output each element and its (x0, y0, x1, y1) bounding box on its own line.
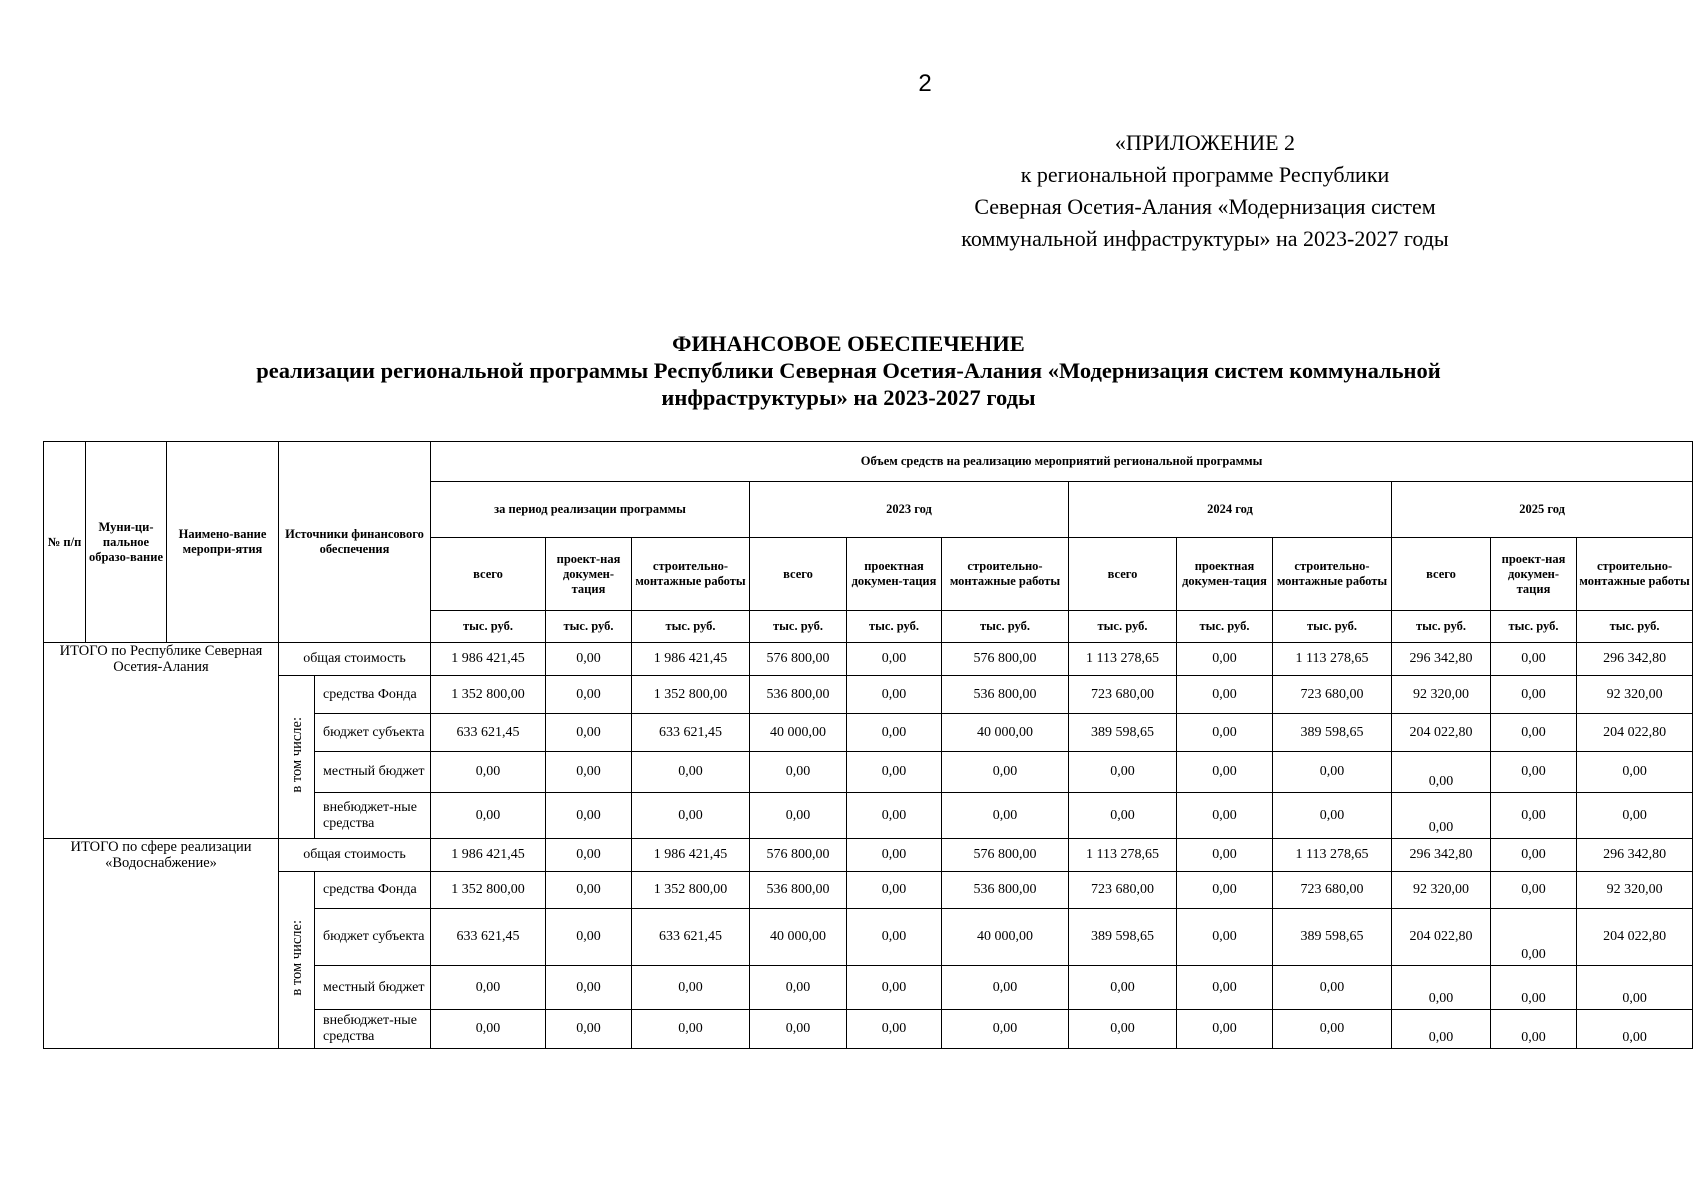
value-cell: 204 022,80 (1577, 909, 1693, 966)
header-sub-total: всего (1069, 538, 1177, 611)
appendix-line: к региональной программе Республики (1020, 162, 1390, 187)
value-cell: 40 000,00 (750, 909, 847, 966)
value-cell: 0,00 (1392, 1010, 1491, 1049)
header-unit: тыс. руб. (431, 611, 546, 643)
header-sub-total: всего (431, 538, 546, 611)
value-cell: 0,00 (1491, 909, 1577, 966)
value-cell: 633 621,45 (431, 909, 546, 966)
page-number: 2 (918, 70, 932, 97)
value-cell: 0,00 (546, 909, 632, 966)
value-cell: 296 342,80 (1392, 839, 1491, 872)
source-label: средства Фонда (315, 676, 431, 714)
value-cell: 0,00 (546, 966, 632, 1010)
value-cell: 0,00 (1491, 872, 1577, 909)
value-cell: 0,00 (750, 966, 847, 1010)
value-cell: 0,00 (431, 793, 546, 839)
value-cell: 0,00 (546, 793, 632, 839)
appendix-note (955, 127, 1455, 255)
value-cell: 0,00 (1177, 966, 1273, 1010)
header-period-2023: 2023 год (750, 482, 1069, 538)
value-cell: 389 598,65 (1069, 714, 1177, 752)
value-cell: 0,00 (546, 676, 632, 714)
value-cell: 389 598,65 (1273, 714, 1392, 752)
value-cell: 0,00 (1273, 1010, 1392, 1049)
value-cell: 0,00 (1577, 1010, 1693, 1049)
header-unit: тыс. руб. (1577, 611, 1693, 643)
value-cell: 576 800,00 (942, 643, 1069, 676)
total-cost-label: общая стоимость (279, 643, 431, 676)
value-cell: 0,00 (1392, 752, 1491, 793)
value-cell: 536 800,00 (750, 872, 847, 909)
value-cell: 0,00 (1491, 643, 1577, 676)
value-cell: 0,00 (546, 872, 632, 909)
value-cell: 0,00 (1577, 752, 1693, 793)
value-cell: 1 986 421,45 (632, 839, 750, 872)
value-cell: 0,00 (1177, 793, 1273, 839)
value-cell: 1 113 278,65 (1069, 643, 1177, 676)
value-cell: 0,00 (942, 793, 1069, 839)
header-sub-design: проект-ная докумен-тация (1491, 538, 1577, 611)
value-cell: 0,00 (431, 1010, 546, 1049)
value-cell: 1 113 278,65 (1069, 839, 1177, 872)
value-cell: 633 621,45 (431, 714, 546, 752)
value-cell: 0,00 (847, 793, 942, 839)
header-period-total: за период реализации программы (431, 482, 750, 538)
header-sub-total: всего (1392, 538, 1491, 611)
source-label: внебюджет-ные средства (315, 1010, 431, 1049)
value-cell: 0,00 (1069, 966, 1177, 1010)
value-cell: 0,00 (750, 793, 847, 839)
value-cell: 0,00 (1177, 872, 1273, 909)
source-label: внебюджет-ные средства (315, 793, 431, 839)
value-cell: 723 680,00 (1273, 872, 1392, 909)
header-unit: тыс. руб. (1392, 611, 1491, 643)
header-unit: тыс. руб. (750, 611, 847, 643)
value-cell: 633 621,45 (632, 909, 750, 966)
value-cell: 0,00 (1177, 643, 1273, 676)
value-cell: 0,00 (1069, 752, 1177, 793)
value-cell: 0,00 (1392, 793, 1491, 839)
value-cell: 204 022,80 (1392, 714, 1491, 752)
including-label (279, 676, 315, 839)
value-cell: 1 986 421,45 (632, 643, 750, 676)
value-cell: 0,00 (942, 966, 1069, 1010)
value-cell: 0,00 (431, 966, 546, 1010)
value-cell: 0,00 (1491, 966, 1577, 1010)
header-sub-construction: строительно-монтажные работы (632, 538, 750, 611)
title-line: реализации региональной программы Республики Северная Осетия-Алания «Модернизация систем коммунальной (256, 358, 1441, 383)
value-cell: 0,00 (1273, 752, 1392, 793)
source-label: бюджет субъекта (315, 909, 431, 966)
value-cell: 296 342,80 (1577, 643, 1693, 676)
value-cell: 389 598,65 (1273, 909, 1392, 966)
value-cell: 389 598,65 (1069, 909, 1177, 966)
header-unit: тыс. руб. (1069, 611, 1177, 643)
title-line: ФИНАНСОВОЕ ОБЕСПЕЧЕНИЕ (672, 331, 1025, 356)
section-label: ИТОГО по Республике Северная Осетия-Алания (44, 643, 279, 839)
header-volume: Объем средств на реализацию мероприятий региональной программы (431, 442, 1693, 482)
value-cell: 536 800,00 (942, 872, 1069, 909)
source-label: местный бюджет (315, 966, 431, 1010)
value-cell: 204 022,80 (1577, 714, 1693, 752)
source-label: местный бюджет (315, 752, 431, 793)
value-cell: 0,00 (632, 1010, 750, 1049)
header-unit: тыс. руб. (1273, 611, 1392, 643)
value-cell: 0,00 (632, 793, 750, 839)
value-cell: 1 113 278,65 (1273, 839, 1392, 872)
value-cell: 0,00 (1392, 966, 1491, 1010)
header-sources: Источники финансового обеспечения (279, 442, 431, 643)
value-cell: 576 800,00 (942, 839, 1069, 872)
including-text: в том числе: (288, 919, 305, 996)
value-cell: 0,00 (1177, 909, 1273, 966)
value-cell: 92 320,00 (1392, 872, 1491, 909)
value-cell: 1 986 421,45 (431, 839, 546, 872)
header-unit: тыс. руб. (942, 611, 1069, 643)
value-cell: 296 342,80 (1392, 643, 1491, 676)
value-cell: 0,00 (1177, 714, 1273, 752)
header-sub-design: проект-ная докумен-тация (546, 538, 632, 611)
header-sub-construction: строительно-монтажные работы (1273, 538, 1392, 611)
header-sub-construction: строительно-монтажные работы (942, 538, 1069, 611)
header-event: Наимено-вание меропри-ятия (167, 442, 279, 643)
appendix-line: «ПРИЛОЖЕНИЕ 2 (1114, 130, 1296, 155)
value-cell: 0,00 (1069, 793, 1177, 839)
value-cell: 0,00 (1491, 752, 1577, 793)
header-period-2024: 2024 год (1069, 482, 1392, 538)
value-cell: 0,00 (1491, 793, 1577, 839)
value-cell: 0,00 (847, 643, 942, 676)
value-cell: 0,00 (1273, 793, 1392, 839)
header-municipality: Муни-ци-пальное образо-вание (86, 442, 167, 643)
value-cell: 723 680,00 (1273, 676, 1392, 714)
value-cell: 0,00 (847, 714, 942, 752)
value-cell: 40 000,00 (750, 714, 847, 752)
value-cell: 1 352 800,00 (431, 676, 546, 714)
value-cell: 0,00 (546, 752, 632, 793)
value-cell: 0,00 (632, 752, 750, 793)
value-cell: 0,00 (942, 1010, 1069, 1049)
value-cell: 0,00 (1177, 752, 1273, 793)
value-cell: 40 000,00 (942, 909, 1069, 966)
source-label: бюджет субъекта (315, 714, 431, 752)
value-cell: 204 022,80 (1392, 909, 1491, 966)
value-cell: 576 800,00 (750, 839, 847, 872)
document-title (0, 330, 1697, 411)
value-cell: 0,00 (546, 1010, 632, 1049)
value-cell: 0,00 (546, 714, 632, 752)
value-cell: 0,00 (1491, 1010, 1577, 1049)
value-cell: 1 352 800,00 (632, 872, 750, 909)
value-cell: 0,00 (750, 1010, 847, 1049)
value-cell: 92 320,00 (1577, 676, 1693, 714)
value-cell: 0,00 (1491, 676, 1577, 714)
value-cell: 1 352 800,00 (431, 872, 546, 909)
title-line: инфраструктуры» на 2023-2027 годы (661, 385, 1036, 410)
appendix-line: Северная Осетия-Алания «Модернизация систем (974, 194, 1436, 219)
value-cell: 92 320,00 (1392, 676, 1491, 714)
value-cell: 0,00 (546, 839, 632, 872)
value-cell: 0,00 (1177, 839, 1273, 872)
value-cell: 0,00 (1491, 839, 1577, 872)
value-cell: 1 986 421,45 (431, 643, 546, 676)
value-cell: 1 352 800,00 (632, 676, 750, 714)
value-cell: 723 680,00 (1069, 676, 1177, 714)
header-unit: тыс. руб. (1177, 611, 1273, 643)
financing-table (43, 441, 1693, 1049)
header-num: № п/п (44, 442, 86, 643)
value-cell: 0,00 (847, 909, 942, 966)
value-cell: 0,00 (1577, 793, 1693, 839)
value-cell: 633 621,45 (632, 714, 750, 752)
value-cell: 0,00 (546, 643, 632, 676)
value-cell: 0,00 (1577, 966, 1693, 1010)
value-cell: 0,00 (1177, 1010, 1273, 1049)
value-cell: 1 113 278,65 (1273, 643, 1392, 676)
header-unit: тыс. руб. (546, 611, 632, 643)
header-sub-design: проектная докумен-тация (1177, 538, 1273, 611)
value-cell: 0,00 (1177, 676, 1273, 714)
header-unit: тыс. руб. (847, 611, 942, 643)
section-label: ИТОГО по сфере реализации «Водоснабжение» (44, 839, 279, 1049)
header-unit: тыс. руб. (632, 611, 750, 643)
value-cell: 40 000,00 (942, 714, 1069, 752)
header-period-2025: 2025 год (1392, 482, 1693, 538)
value-cell: 536 800,00 (750, 676, 847, 714)
value-cell: 92 320,00 (1577, 872, 1693, 909)
header-sub-total: всего (750, 538, 847, 611)
value-cell: 0,00 (1069, 1010, 1177, 1049)
value-cell: 0,00 (431, 752, 546, 793)
value-cell: 0,00 (847, 1010, 942, 1049)
value-cell: 0,00 (847, 839, 942, 872)
value-cell: 723 680,00 (1069, 872, 1177, 909)
appendix-line: коммунальной инфраструктуры» на 2023-2027 годы (961, 226, 1449, 251)
value-cell: 0,00 (847, 676, 942, 714)
header-sub-construction: строительно-монтажные работы (1577, 538, 1693, 611)
value-cell: 536 800,00 (942, 676, 1069, 714)
including-label (279, 872, 315, 1049)
header-unit: тыс. руб. (1491, 611, 1577, 643)
header-sub-design: проектная докумен-тация (847, 538, 942, 611)
value-cell: 0,00 (847, 966, 942, 1010)
value-cell: 296 342,80 (1577, 839, 1693, 872)
source-label: средства Фонда (315, 872, 431, 909)
including-text: в том числе: (288, 716, 305, 793)
value-cell: 0,00 (847, 872, 942, 909)
total-cost-label: общая стоимость (279, 839, 431, 872)
value-cell: 0,00 (942, 752, 1069, 793)
value-cell: 0,00 (847, 752, 942, 793)
value-cell: 0,00 (1491, 714, 1577, 752)
value-cell: 0,00 (632, 966, 750, 1010)
value-cell: 0,00 (1273, 966, 1392, 1010)
value-cell: 0,00 (750, 752, 847, 793)
value-cell: 576 800,00 (750, 643, 847, 676)
